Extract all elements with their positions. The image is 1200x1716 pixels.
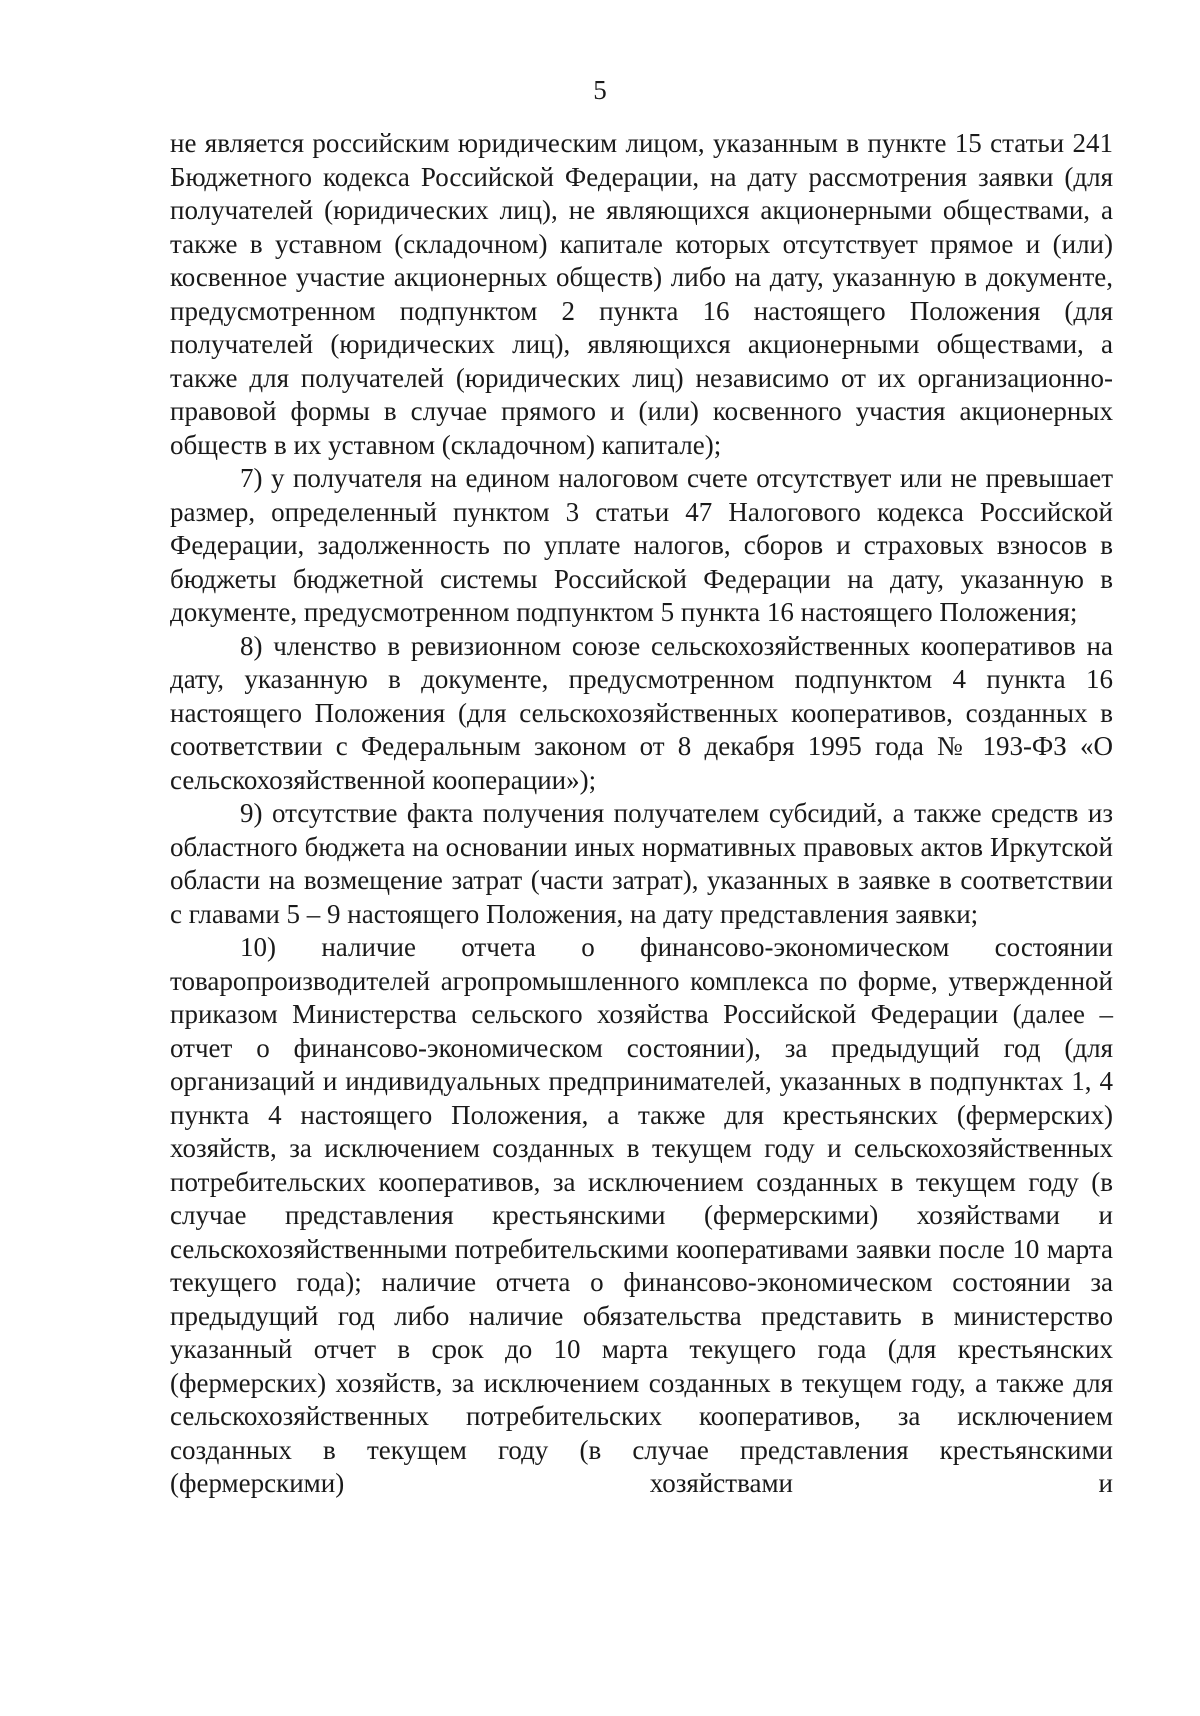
paragraph-item-8: 8) членство в ревизионном союзе сельскохозяйственных кооперативов на дату, указанную в документе, предусмотренном подпунктом 4 пункта 16 настоящего Положения (для сельскохозяйственных кооперативов, созданных в соответствии с Федеральным законом от 8 декабря 1995 года № 193-ФЗ «О сельскохозяйственной кооперации»); <box>170 630 1113 795</box>
paragraph-item-7: 7) у получателя на едином налоговом счете отсутствует или не превышает размер, определенный пунктом 3 статьи 47 Налогового кодекса Российской Федерации, задолженность по уплате налогов, сборов и страховых взносов в бюджеты бюджетной системы Российской Федерации на дату, указанную в документе, предусмотренном подпунктом 5 пункта 16 настоящего Положения; <box>170 463 1113 627</box>
document-body <box>170 127 1113 1501</box>
paragraph-continuation: не является российским юридическим лицом, указанным в пункте 15 статьи 241 Бюджетного кодекса Российской Федерации, на дату рассмотрения заявки (для получателей (юридических лиц), не являющихся акционерными обществами, а также в уставном (складочном) капитале которых отсутствует прямое и (или) косвенное участие акционерных обществ) либо на дату, указанную в документе, предусмотренном подпунктом 2 пункта 16 настоящего Положения (для получателей (юридических лиц), являющихся акционерными обществами, а также для получателей (юридических лиц) независимо от их организационно-правовой формы в случае прямого и (или) косвенного участия акционерных обществ в их уставном (складочном) капитале); <box>170 128 1113 460</box>
paragraph-item-9: 9) отсутствие факта получения получателем субсидий, а также средств из областного бюджета на основании иных нормативных правовых актов Иркутской области на возмещение затрат (части затрат), указанных в заявке в соответствии с главами 5 – 9 настоящего Положения, на дату представления заявки; <box>170 798 1113 929</box>
page-number: 5 <box>593 75 607 105</box>
paragraph-item-10: 10) наличие отчета о финансово-экономическом состоянии товаропроизводителей агропромышленного комплекса по форме, утвержденной приказом Министерства сельского хозяйства Российской Федерации (далее – отчет о финансово-экономическом состоянии), за предыдущий год (для организаций и индивидуальных предпринимателей, указанных в подпунктах 1, 4 пункта 4 настоящего Положения, а также для крестьянских (фермерских) хозяйств, за исключением созданных в текущем году и сельскохозяйственных потребительских кооперативов, за исключением созданных в текущем году (в случае представления крестьянскими (фермерскими) хозяйствами и сельскохозяйственными потребительскими кооперативами заявки после 10 марта текущего года); наличие отчета о финансово-экономическом состоянии за предыдущий год либо наличие обязательства представить в министерство указанный отчет в срок до 10 марта текущего года (для крестьянских (фермерских) хозяйств, за исключением созданных в текущем году, а также для сельскохозяйственных потребительских кооперативов, за исключением созданных в текущем году (в случае представления крестьянскими (фермерскими) хозяйствами и <box>170 932 1113 1498</box>
